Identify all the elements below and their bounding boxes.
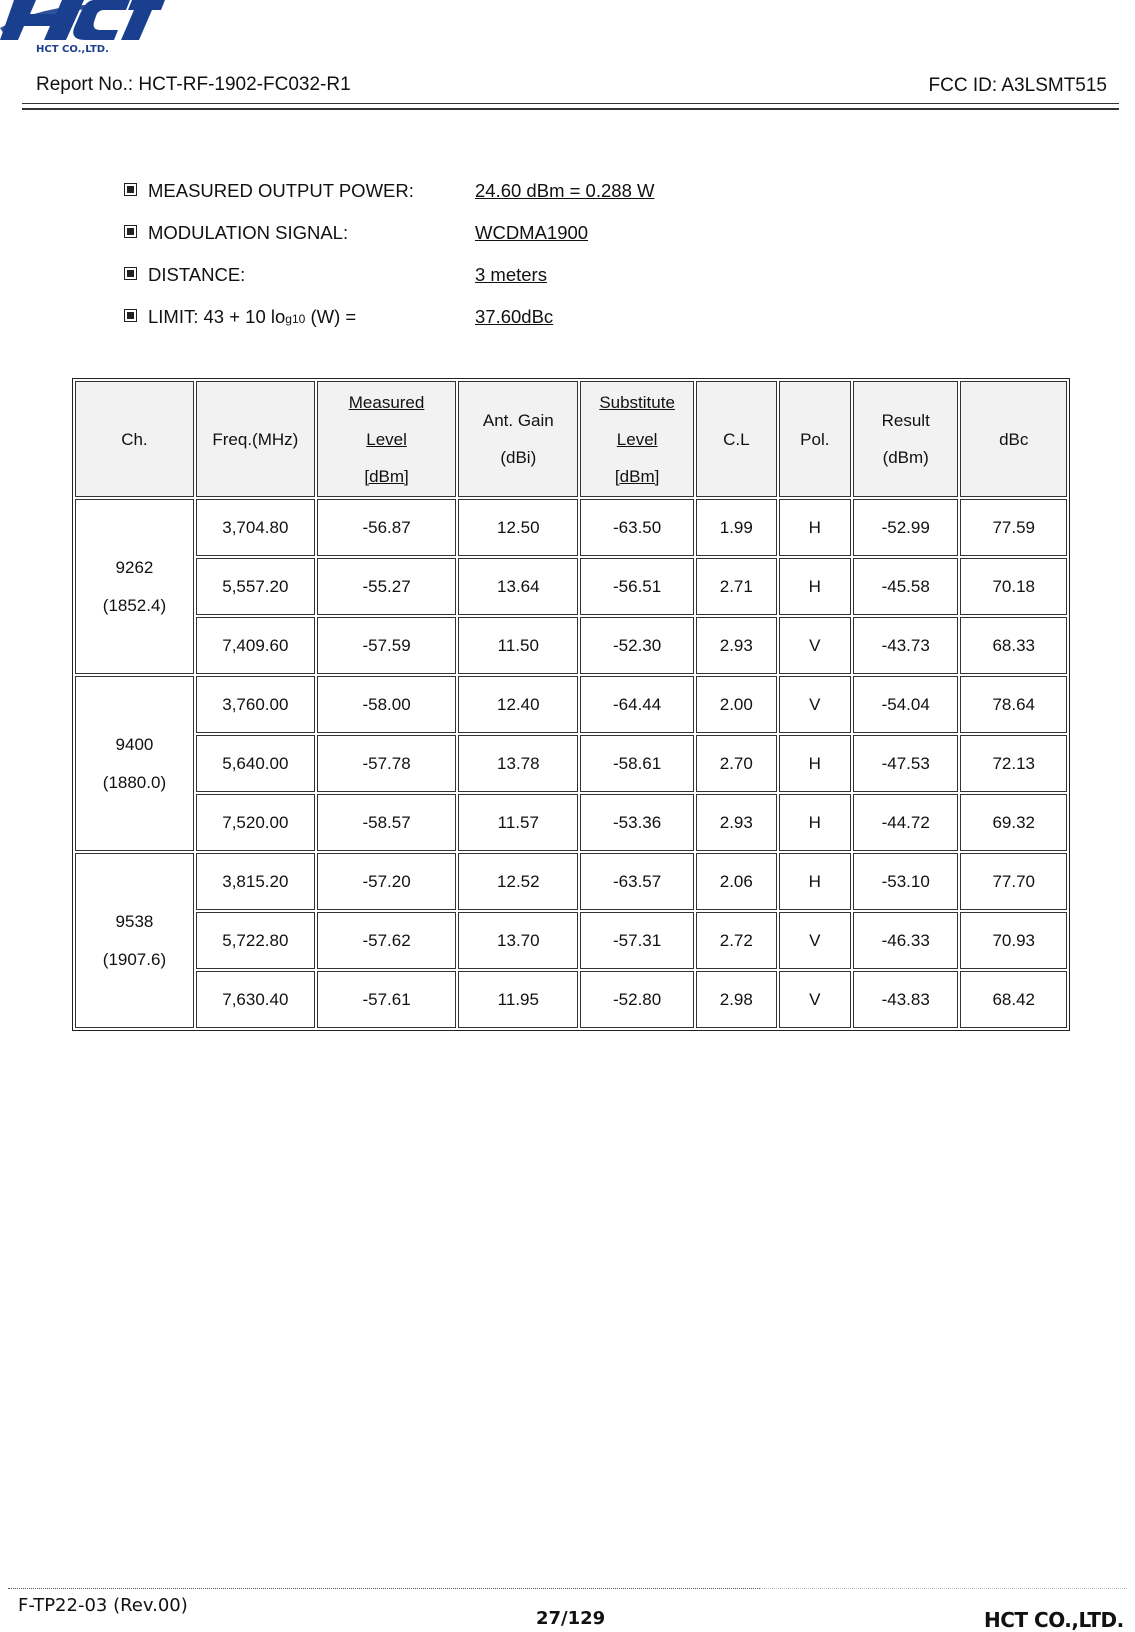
ant-gain-cell: 13.78 [458, 735, 578, 792]
ant-gain-cell: 11.50 [458, 617, 578, 674]
freq-cell: 5,557.20 [196, 558, 315, 615]
freq-cell: 7,409.60 [196, 617, 315, 674]
table-body [75, 499, 1067, 1028]
pol-cell: V [779, 971, 851, 1028]
measured-level-cell: -56.87 [317, 499, 457, 556]
substitute-level-cell: -57.31 [580, 912, 694, 969]
substitute-level-cell: -56.51 [580, 558, 694, 615]
ant-gain-cell: 12.52 [458, 853, 578, 910]
measured-level-cell: -57.61 [317, 971, 457, 1028]
ant-gain-cell: 12.50 [458, 499, 578, 556]
dbc-cell: 72.13 [960, 735, 1067, 792]
substitute-level-cell: -63.50 [580, 499, 694, 556]
header-divider [22, 103, 1119, 110]
info-value: 3 meters [475, 264, 547, 285]
channel-number: 9400 [115, 734, 154, 754]
measured-level-cell: -57.20 [317, 853, 457, 910]
limit-label-sub: g10 [285, 312, 306, 326]
header-measured-level [317, 381, 457, 497]
cl-cell: 2.71 [696, 558, 777, 615]
freq-cell: 5,640.00 [196, 735, 315, 792]
bullet-square-icon [124, 183, 137, 196]
substitute-level-cell: -58.61 [580, 735, 694, 792]
measured-level-cell: -58.00 [317, 676, 457, 733]
dbc-cell: 70.18 [960, 558, 1067, 615]
channel-number: 9538 [115, 911, 154, 931]
measured-level-cell: -57.59 [317, 617, 457, 674]
freq-cell: 7,630.40 [196, 971, 315, 1028]
pol-cell: V [779, 912, 851, 969]
info-label: MODULATION SIGNAL: [148, 222, 349, 243]
measured-level-cell: -57.62 [317, 912, 457, 969]
page-number: 27/129 [536, 1608, 606, 1629]
cl-cell: 2.70 [696, 735, 777, 792]
result-cell: -53.10 [853, 853, 958, 910]
table-row [75, 676, 1067, 733]
result-cell: -43.83 [853, 971, 958, 1028]
header-text: Level [616, 429, 658, 449]
freq-cell: 3,704.80 [196, 499, 315, 556]
freq-cell: 5,722.80 [196, 912, 315, 969]
dbc-cell: 68.42 [960, 971, 1067, 1028]
header-text: Ant. Gain [482, 411, 554, 430]
result-cell: -46.33 [853, 912, 958, 969]
header-text: (dBm) [882, 448, 929, 467]
channel-cell [75, 853, 194, 1028]
table-row [75, 853, 1067, 910]
pol-cell: V [779, 617, 851, 674]
header-dbc: dBc [960, 381, 1067, 497]
header-result [853, 381, 958, 497]
ant-gain-cell: 13.64 [458, 558, 578, 615]
channel-frequency: (1852.4) [102, 595, 167, 615]
cl-cell: 2.93 [696, 794, 777, 851]
info-label: DISTANCE: [148, 264, 246, 285]
pol-cell: H [779, 794, 851, 851]
table-header-row [75, 381, 1067, 497]
measured-level-cell: -57.78 [317, 735, 457, 792]
header-text: [dBm] [364, 466, 409, 486]
table-row [75, 794, 1067, 851]
info-label [148, 306, 356, 328]
table-row [75, 912, 1067, 969]
info-value: WCDMA1900 [475, 222, 589, 243]
table-row [75, 971, 1067, 1028]
substitute-level-cell: -52.30 [580, 617, 694, 674]
cl-cell: 2.00 [696, 676, 777, 733]
limit-label-pre: LIMIT: 43 + 10 lo [148, 306, 286, 327]
footer-logo: HCT CO.,LTD. [984, 1608, 1124, 1632]
dbc-cell: 77.59 [960, 499, 1067, 556]
ant-gain-cell: 11.57 [458, 794, 578, 851]
dbc-cell: 78.64 [960, 676, 1067, 733]
bullet-square-icon [124, 225, 137, 238]
cl-cell: 2.06 [696, 853, 777, 910]
fcc-id: FCC ID: A3LSMT515 [928, 75, 1107, 96]
channel-frequency: (1907.6) [102, 949, 167, 969]
header-cl: C.L [696, 381, 777, 497]
substitute-level-cell: -64.44 [580, 676, 694, 733]
channel-number: 9262 [115, 557, 154, 577]
limit-label-post: (W) = [305, 306, 357, 327]
dbc-cell: 68.33 [960, 617, 1067, 674]
table-row [75, 617, 1067, 674]
footer-divider [8, 1588, 760, 1589]
cl-cell: 2.72 [696, 912, 777, 969]
measured-level-cell: -55.27 [317, 558, 457, 615]
substitute-level-cell: -63.57 [580, 853, 694, 910]
spurious-emission-table [72, 378, 1070, 1031]
info-label: MEASURED OUTPUT POWER: [148, 180, 414, 201]
channel-cell [75, 499, 194, 674]
svg-text:HCT CO.,LTD.: HCT CO.,LTD. [36, 44, 109, 55]
pol-cell: H [779, 499, 851, 556]
pol-cell: H [779, 735, 851, 792]
pol-cell: V [779, 676, 851, 733]
measured-level-cell: -58.57 [317, 794, 457, 851]
header-ant-gain [458, 381, 578, 497]
result-cell: -44.72 [853, 794, 958, 851]
pol-cell: H [779, 558, 851, 615]
channel-cell [75, 676, 194, 851]
info-value: 37.60dBc [475, 306, 554, 327]
header-ch: Ch. [75, 381, 194, 497]
header-text: Level [366, 429, 407, 449]
freq-cell: 3,760.00 [196, 676, 315, 733]
footer-divider-light [760, 1588, 1127, 1589]
result-cell: -43.73 [853, 617, 958, 674]
ant-gain-cell: 12.40 [458, 676, 578, 733]
report-number: Report No.: HCT-RF-1902-FC032-R1 [36, 74, 351, 95]
dbc-cell: 69.32 [960, 794, 1067, 851]
bullet-square-icon [124, 309, 137, 322]
form-id: F-TP22-03 (Rev.00) [18, 1595, 188, 1616]
result-cell: -54.04 [853, 676, 958, 733]
cl-cell: 1.99 [696, 499, 777, 556]
freq-cell: 3,815.20 [196, 853, 315, 910]
cl-cell: 2.93 [696, 617, 777, 674]
header-pol: Pol. [779, 381, 851, 497]
header-freq: Freq.(MHz) [196, 381, 315, 497]
pol-cell: H [779, 853, 851, 910]
header-text: Measured [348, 392, 425, 412]
ant-gain-cell: 13.70 [458, 912, 578, 969]
substitute-level-cell: -52.80 [580, 971, 694, 1028]
table-row [75, 735, 1067, 792]
substitute-level-cell: -53.36 [580, 794, 694, 851]
header-substitute-level [580, 381, 694, 497]
info-value: 24.60 dBm = 0.288 W [475, 180, 655, 201]
bullet-square-icon [124, 267, 137, 280]
header-text: Result [881, 411, 930, 430]
table-row [75, 558, 1067, 615]
channel-frequency: (1880.0) [102, 772, 167, 792]
header-text: Substitute [599, 392, 675, 412]
result-cell: -52.99 [853, 499, 958, 556]
result-cell: -45.58 [853, 558, 958, 615]
header-text: (dBi) [500, 448, 537, 467]
result-cell: -47.53 [853, 735, 958, 792]
header-text: [dBm] [614, 466, 660, 486]
cl-cell: 2.98 [696, 971, 777, 1028]
freq-cell: 7,520.00 [196, 794, 315, 851]
dbc-cell: 77.70 [960, 853, 1067, 910]
hct-logo [0, 0, 165, 58]
ant-gain-cell: 11.95 [458, 971, 578, 1028]
dbc-cell: 70.93 [960, 912, 1067, 969]
table-row [75, 499, 1067, 556]
